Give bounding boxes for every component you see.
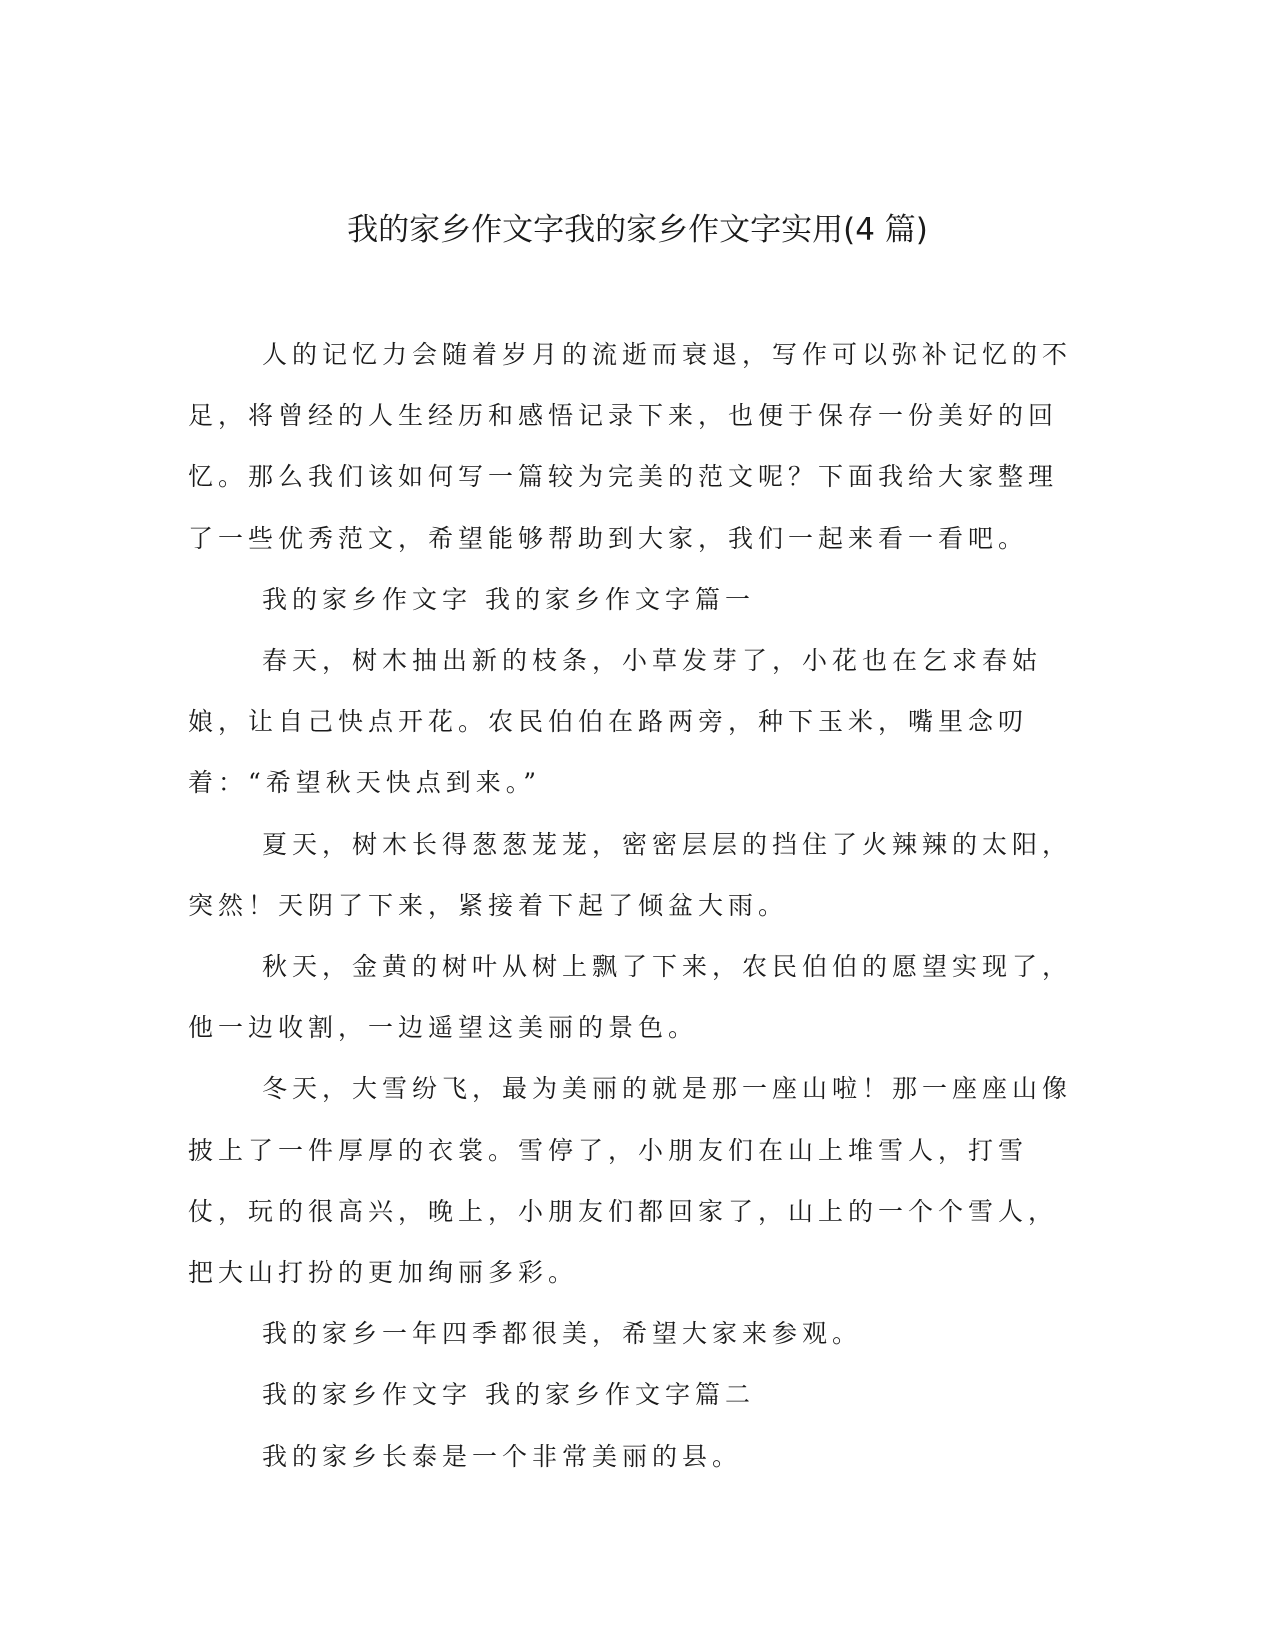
summer-paragraph: 夏天，树木长得葱葱茏茏，密密层层的挡住了火辣辣的太阳，突然！天阴了下来，紧接着下起了倾盆大雨。 bbox=[188, 829, 1073, 920]
document-body bbox=[188, 324, 1073, 1487]
closing-paragraph: 我的家乡一年四季都很美，希望大家来参观。 bbox=[262, 1319, 863, 1349]
winter-paragraph: 冬天，大雪纷飞，最为美丽的就是那一座山啦！那一座座山像披上了一件厚厚的衣裳。雪停了，小朋友们在山上堆雪人，打雪仗，玩的很高兴，晚上，小朋友们都回家了，山上的一个个雪人，把大山打扮的更加绚丽多彩。 bbox=[188, 1074, 1073, 1288]
section-heading-2: 我的家乡作文字 我的家乡作文字篇二 bbox=[262, 1380, 755, 1410]
section-heading-1: 我的家乡作文字 我的家乡作文字篇一 bbox=[262, 584, 755, 614]
document-title: 我的家乡作文字我的家乡作文字实用(4 篇) bbox=[347, 212, 928, 248]
changtai-paragraph: 我的家乡长泰是一个非常美丽的县。 bbox=[262, 1441, 743, 1471]
intro-paragraph: 人的记忆力会随着岁月的流逝而衰退，写作可以弥补记忆的不足，将曾经的人生经历和感悟记录下来，也便于保存一份美好的回忆。那么我们该如何写一篇较为完美的范文呢？下面我给大家整理了一些优秀范文，希望能够帮助到大家，我们一起来看一看吧。 bbox=[188, 340, 1073, 553]
autumn-paragraph: 秋天，金黄的树叶从树上飘了下来，农民伯伯的愿望实现了，他一边收割，一边遥望这美丽的景色。 bbox=[188, 952, 1073, 1043]
spring-paragraph: 春天，树木抽出新的枝条，小草发芽了，小花也在乞求春姑娘，让自己快点开花。农民伯伯在路两旁，种下玉米，嘴里念叨着：“希望秋天快点到来。” bbox=[188, 646, 1043, 798]
